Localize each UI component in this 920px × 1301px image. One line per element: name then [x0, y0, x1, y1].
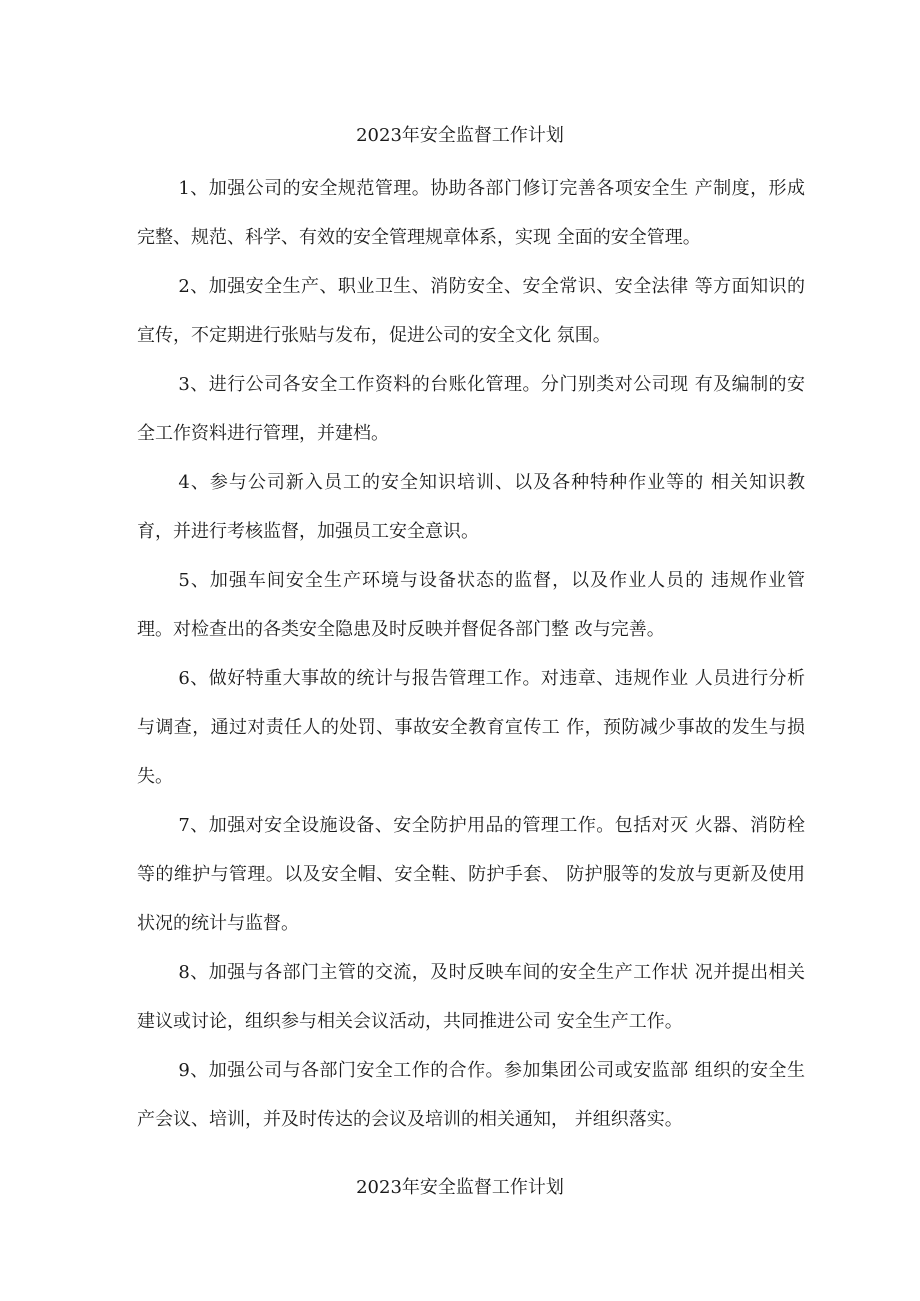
paragraph-5: 5、加强车间安全生产环境与设备状态的监督，以及作业人员的 违规作业管理。对检查出的各类安全隐患及时反映并督促各部门整 改与完善。: [137, 570, 805, 640]
footer-title: 2023年安全监督工作计划: [356, 1177, 564, 1198]
document-body: [137, 164, 805, 1144]
paragraph-2: 2、加强安全生产、职业卫生、消防安全、安全常识、安全法律 等方面知识的宣传，不定期进行张贴与发布，促进公司的安全文化 氛围。: [137, 276, 805, 346]
paragraph-3: 3、进行公司各安全工作资料的台账化管理。分门别类对公司现 有及编制的安全工作资料进行管理，并建档。: [137, 374, 805, 444]
paragraph-1: 1、加强公司的安全规范管理。协助各部门修订完善各项安全生 产制度，形成完整、规范、科学、有效的安全管理规章体系，实现 全面的安全管理。: [137, 178, 805, 248]
paragraph-6: 6、做好特重大事故的统计与报告管理工作。对违章、违规作业 人员进行分析与调查，通过对责任人的处罚、事故安全教育宣传工 作，预防减少事故的发生与损失。: [137, 668, 805, 787]
paragraph-8: 8、加强与各部门主管的交流，及时反映车间的安全生产工作状 况并提出相关建议或讨论，组织参与相关会议活动，共同推进公司 安全生产工作。: [137, 962, 805, 1032]
page-title: 2023年安全监督工作计划: [356, 125, 564, 146]
paragraph-4: 4、参与公司新入员工的安全知识培训、以及各种特种作业等的 相关知识教育，并进行考核监督，加强员工安全意识。: [137, 472, 805, 542]
paragraph-7: 7、加强对安全设施设备、安全防护用品的管理工作。包括对灭 火器、消防栓等的维护与管理。以及安全帽、安全鞋、防护手套、 防护服等的发放与更新及使用状况的统计与监督。: [137, 815, 805, 934]
paragraph-9: 9、加强公司与各部门安全工作的合作。参加集团公司或安监部 组织的安全生产会议、培训，并及时传达的会议及培训的相关通知， 并组织落实。: [137, 1060, 805, 1130]
